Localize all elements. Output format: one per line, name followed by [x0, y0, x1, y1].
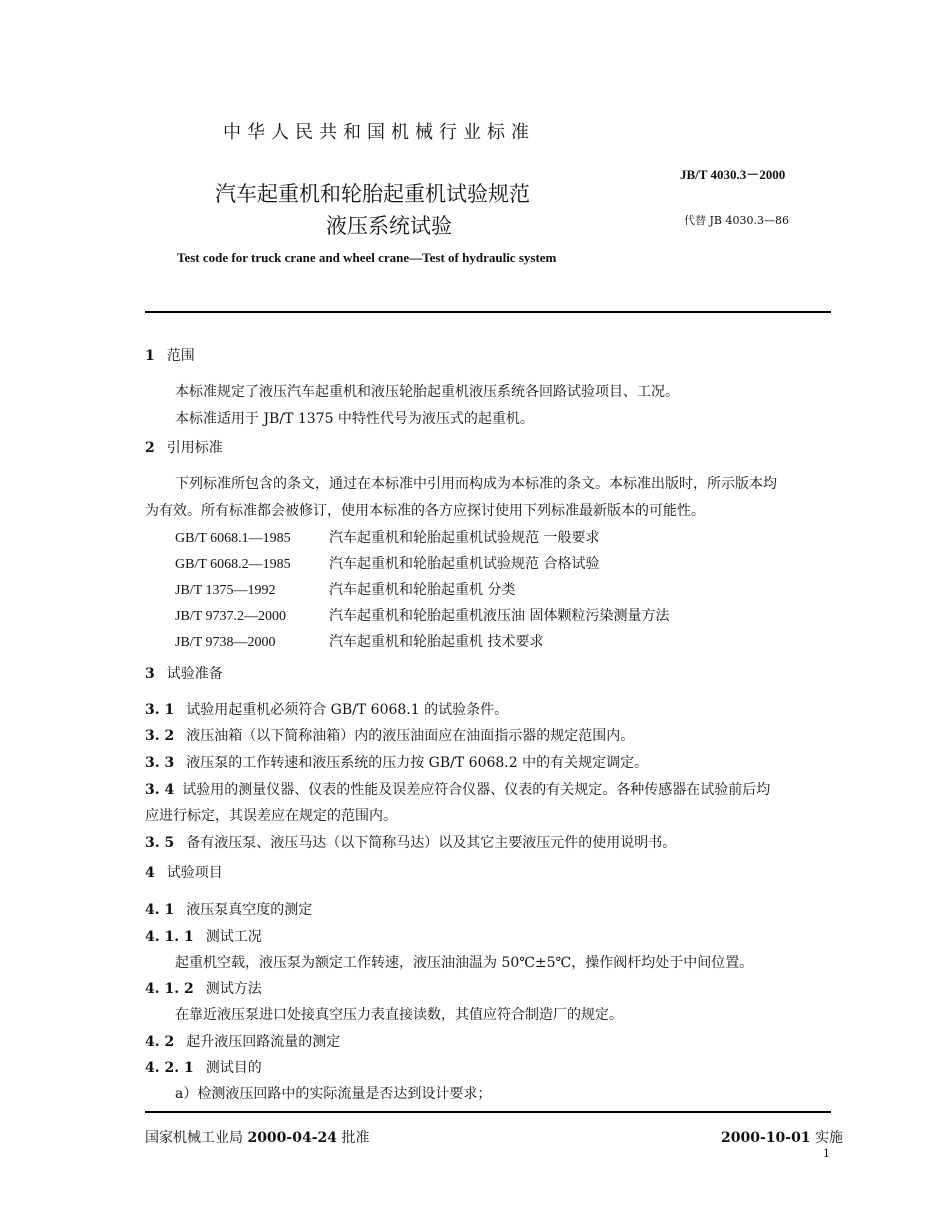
subsection: [145, 926, 262, 946]
paragraph: 起重机空载，液压泵为额定工作转速，液压油油温为 50℃±5℃，操作阀杆均处于中间位置。: [175, 955, 754, 971]
paragraph: 下列标准所包含的条文，通过在本标准中引用而构成为本标准的条文。本标准出版时，所示版本均: [175, 476, 777, 492]
document-title-line1: 汽车起重机和轮胎起重机试验规范: [215, 182, 530, 206]
reference-title: 汽车起重机和轮胎起重机试验规范 一般要求: [329, 530, 600, 546]
reference-title: 汽车起重机和轮胎起重机液压油 固体颗粒污染测量方法: [329, 608, 670, 624]
subsection: [145, 899, 312, 919]
section-title: 试验准备: [166, 666, 223, 682]
reference-code: JB/T 9737.2—2000: [175, 609, 286, 624]
paragraph: a）检测液压回路中的实际流量是否达到设计要求；: [175, 1086, 492, 1102]
english-title: Test code for truck crane and wheel crane—Test of hydraulic system: [177, 250, 557, 265]
header-divider: [145, 311, 831, 313]
reference-item: [175, 553, 599, 573]
reference-item: [175, 605, 669, 625]
paragraph: 本标准规定了液压汽车起重机和液压轮胎起重机液压系统各回路试验项目、工况。: [175, 384, 679, 400]
section-title: 试验项目: [166, 865, 223, 881]
reference-item: [175, 631, 543, 651]
section-title: 引用标准: [166, 440, 223, 456]
section-title: 范围: [166, 348, 195, 364]
paragraph: 本标准适用于 JB/T 1375 中特性代号为液压式的起重机。: [175, 411, 534, 427]
clause-text: 液压泵的工作转速和液压系统的压力按 GB/T 6068.2 中的有关规定调定。: [186, 755, 649, 771]
section-number: 4: [145, 865, 155, 881]
section-number: 1: [145, 348, 155, 364]
page-number: 1: [823, 1147, 830, 1160]
reference-code: GB/T 6068.1—1985: [175, 531, 291, 546]
clause: [145, 832, 676, 852]
subsection: [145, 1057, 262, 1077]
paragraph: 在靠近液压泵进口处接真空压力表直接读数，其值应符合制造厂的规定。: [175, 1007, 623, 1023]
section-number: 3: [145, 666, 155, 682]
subsection: [145, 978, 262, 998]
clause-number: 4. 1. 2: [145, 981, 194, 997]
clause-number: 3. 1: [145, 702, 175, 718]
clause-title: 测试目的: [205, 1060, 262, 1076]
footer-divider: [145, 1111, 831, 1113]
clause: [145, 752, 648, 772]
reference-code: GB/T 6068.2—1985: [175, 557, 291, 572]
clause-text: 液压油箱（以下简称油箱）内的液压油面应在油面指示器的规定范围内。: [186, 728, 635, 744]
paragraph-continued: 为有效。所有标准都会被修订，使用本标准的各方应探讨使用下列标准最新版本的可能性。: [145, 503, 705, 519]
clause: [145, 699, 508, 719]
implementation-note: [721, 1127, 843, 1147]
clause-continued: 应进行标定，其误差应在规定的范围内。: [145, 808, 397, 824]
reference-title: 汽车起重机和轮胎起重机 技术要求: [329, 634, 544, 650]
approval-note: [145, 1127, 369, 1147]
issuer: 国家机械工业局: [145, 1130, 243, 1146]
reference-item: [175, 527, 599, 547]
clause-number: 4. 1: [145, 902, 175, 918]
reference-title: 汽车起重机和轮胎起重机试验规范 合格试验: [329, 556, 600, 572]
clause-title: 测试方法: [205, 981, 262, 997]
clause-text: 备有液压泵、液压马达（以下简称马达）以及其它主要液压元件的使用说明书。: [186, 835, 677, 851]
clause-number: 4. 2: [145, 1034, 175, 1050]
clause-text: 试验用的测量仪器、仪表的性能及误差应符合仪器、仪表的有关规定。各种传感器在试验前后均: [182, 782, 771, 798]
subsection: [145, 1031, 340, 1051]
implementation-label: 实施: [815, 1130, 844, 1146]
section-number: 2: [145, 440, 155, 456]
clause-number: 4. 1. 1: [145, 929, 194, 945]
approval-label: 批准: [341, 1130, 370, 1146]
clause-title: 测试工况: [205, 929, 262, 945]
section-3-heading: [145, 663, 223, 683]
clause-number: 4. 2. 1: [145, 1060, 194, 1076]
clause: [145, 779, 770, 799]
clause-number: 3. 2: [145, 728, 175, 744]
clause-title: 起升液压回路流量的测定: [186, 1034, 341, 1050]
reference-title: 汽车起重机和轮胎起重机 分类: [329, 582, 516, 598]
clause-title: 液压泵真空度的测定: [186, 902, 313, 918]
country-standard-heading: 中华人民共和国机械行业标准: [223, 122, 535, 143]
reference-code: JB/T 9738—2000: [175, 635, 276, 650]
section-4-heading: [145, 862, 223, 882]
standard-number: JB/T 4030.3－2000: [680, 167, 786, 182]
document-title-line2: 液压系统试验: [326, 214, 452, 238]
implementation-date: 2000-10-01: [721, 1130, 811, 1146]
clause-number: 3. 4: [145, 782, 175, 798]
section-1-heading: [145, 345, 195, 365]
section-2-heading: [145, 437, 223, 457]
clause: [145, 725, 634, 745]
replaces-note: 代替 JB 4030.3—86: [684, 214, 789, 227]
clause-text: 试验用起重机必须符合 GB/T 6068.1 的试验条件。: [186, 702, 509, 718]
approval-date: 2000-04-24: [247, 1130, 338, 1146]
reference-code: JB/T 1375—1992: [175, 583, 276, 598]
clause-number: 3. 3: [145, 755, 175, 771]
reference-item: [175, 579, 515, 599]
clause-number: 3. 5: [145, 835, 175, 851]
